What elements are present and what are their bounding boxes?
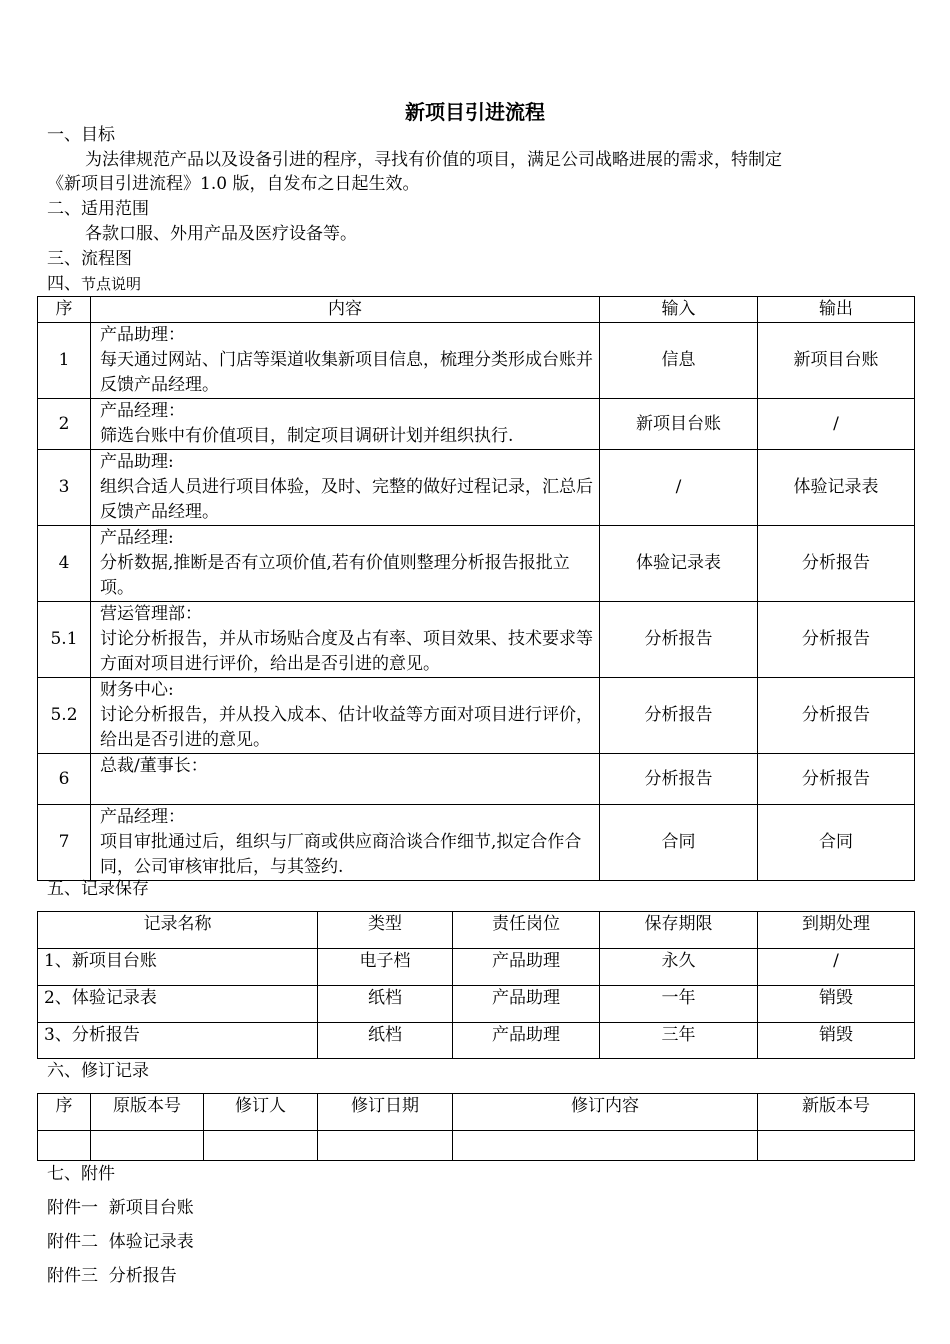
table-row — [38, 399, 915, 450]
node-content — [91, 678, 600, 754]
node-output: 分析报告 — [758, 678, 915, 754]
node-input: 新项目台账 — [600, 399, 758, 450]
record-owner: 产品助理 — [453, 986, 600, 1023]
attachment-item: 附件二 体验记录表 — [47, 1232, 194, 1252]
node-role: 产品经理： — [100, 807, 185, 827]
records-header-disposal: 到期处理 — [758, 912, 915, 949]
record-period: 一年 — [600, 986, 758, 1023]
attachment-item: 附件三 分析报告 — [47, 1266, 177, 1286]
node-output: 分析报告 — [758, 754, 915, 805]
revision-header-new-version: 新版本号 — [758, 1094, 915, 1131]
nodes-header-input: 输入 — [600, 297, 758, 323]
node-role: 产品助理: — [100, 452, 174, 472]
node-input: 分析报告 — [600, 678, 758, 754]
node-role: 产品经理: — [100, 528, 174, 548]
node-no: 7 — [38, 805, 91, 881]
nodes-header-output: 输出 — [758, 297, 915, 323]
node-desc: 筛选台账中有价值项目，制定项目调研计划并组织执行. — [100, 426, 514, 446]
revision-table — [37, 1093, 915, 1161]
table-row — [38, 450, 915, 526]
records-header-name: 记录名称 — [38, 912, 318, 949]
node-content — [91, 526, 600, 602]
section-scope-heading: 二、适用范围 — [47, 199, 149, 219]
node-no: 4 — [38, 526, 91, 602]
revision-cell — [91, 1131, 204, 1161]
document-title: 新项目引进流程 — [405, 100, 545, 124]
record-type: 电子档 — [318, 949, 453, 986]
revision-header-content: 修订内容 — [453, 1094, 758, 1131]
record-name: 2、体验记录表 — [38, 986, 318, 1023]
revision-header-row — [38, 1094, 915, 1131]
section-goal-body-line-2: 《新项目引进流程》1.0 版，自发布之日起生效。 — [47, 174, 420, 194]
node-output: 体验记录表 — [758, 450, 915, 526]
revision-header-old-version: 原版本号 — [91, 1094, 204, 1131]
nodes-header-content: 内容 — [91, 297, 600, 323]
section-flowchart-heading: 三、流程图 — [47, 249, 132, 269]
records-header-period: 保存期限 — [600, 912, 758, 949]
node-role: 财务中心: — [100, 680, 174, 700]
section-goal-heading: 一、目标 — [47, 125, 115, 145]
revision-header-reviser: 修订人 — [204, 1094, 318, 1131]
node-role: 产品助理： — [100, 325, 185, 345]
node-content — [91, 323, 600, 399]
node-no: 1 — [38, 323, 91, 399]
record-type: 纸档 — [318, 1023, 453, 1059]
table-row — [38, 754, 915, 805]
node-content — [91, 450, 600, 526]
node-desc: 组织合适人员进行项目体验，及时、完整的做好过程记录，汇总后反馈产品经理。 — [100, 477, 593, 522]
node-no: 5.2 — [38, 678, 91, 754]
node-input: 分析报告 — [600, 602, 758, 678]
records-header-type: 类型 — [318, 912, 453, 949]
record-disposal: 销毁 — [758, 1023, 915, 1059]
node-output: / — [758, 399, 915, 450]
node-output: 合同 — [758, 805, 915, 881]
revision-cell — [38, 1131, 91, 1161]
node-desc: 讨论分析报告，并从投入成本、估计收益等方面对项目进行评价，给出是否引进的意见。 — [100, 705, 593, 750]
section-nodes-label: 节点说明 — [81, 275, 142, 293]
node-output: 分析报告 — [758, 526, 915, 602]
node-output: 分析报告 — [758, 602, 915, 678]
node-content — [91, 754, 600, 805]
section-revision-heading: 六、修订记录 — [47, 1061, 149, 1081]
section-nodes-prefix: 四、 — [47, 274, 81, 294]
node-role: 产品经理： — [100, 401, 185, 421]
attachment-item: 附件一 新项目台账 — [47, 1198, 194, 1218]
revision-cell — [453, 1131, 758, 1161]
section-goal-body-line-1: 为法律规范产品以及设备引进的程序，寻找有价值的项目，满足公司战略进展的需求，特制定 — [85, 150, 782, 170]
node-no: 3 — [38, 450, 91, 526]
node-content — [91, 399, 600, 450]
section-scope-body: 各款口服、外用产品及医疗设备等。 — [85, 224, 357, 244]
node-no: 2 — [38, 399, 91, 450]
record-name: 1、新项目台账 — [38, 949, 318, 986]
node-role: 营运管理部： — [100, 604, 202, 624]
node-desc: 每天通过网站、门店等渠道收集新项目信息，梳理分类形成台账并反馈产品经理。 — [100, 350, 593, 395]
table-row — [38, 678, 915, 754]
record-period: 三年 — [600, 1023, 758, 1059]
records-table — [37, 911, 915, 1059]
node-no: 5.1 — [38, 602, 91, 678]
section-records-heading: 五、记录保存 — [47, 879, 149, 899]
record-disposal: 销毁 — [758, 986, 915, 1023]
node-output: 新项目台账 — [758, 323, 915, 399]
node-input: 合同 — [600, 805, 758, 881]
section-nodes-heading — [47, 272, 141, 296]
table-row — [38, 323, 915, 399]
section-attachments-heading: 七、附件 — [47, 1164, 115, 1184]
node-input: / — [600, 450, 758, 526]
revision-header-date: 修订日期 — [318, 1094, 453, 1131]
nodes-header-row — [38, 297, 915, 323]
node-role: 总裁/董事长： — [100, 756, 208, 776]
table-row — [38, 986, 915, 1023]
revision-header-no: 序 — [38, 1094, 91, 1131]
node-content — [91, 805, 600, 881]
revision-cell — [758, 1131, 915, 1161]
node-input: 分析报告 — [600, 754, 758, 805]
table-row — [38, 1023, 915, 1059]
record-name: 3、分析报告 — [38, 1023, 318, 1059]
node-content — [91, 602, 600, 678]
nodes-header-no: 序 — [38, 297, 91, 323]
record-owner: 产品助理 — [453, 949, 600, 986]
node-desc: 项目审批通过后，组织与厂商或供应商洽谈合作细节,拟定合作合同，公司审核审批后，与其签约. — [100, 832, 582, 877]
table-row — [38, 602, 915, 678]
table-row — [38, 949, 915, 986]
revision-cell — [204, 1131, 318, 1161]
records-header-owner: 责任岗位 — [453, 912, 600, 949]
record-disposal: / — [758, 949, 915, 986]
table-row — [38, 1131, 915, 1161]
node-input: 信息 — [600, 323, 758, 399]
node-desc: 讨论分析报告，并从市场贴合度及占有率、项目效果、技术要求等方面对项目进行评价，给出是否引进的意见。 — [100, 629, 593, 674]
records-header-row — [38, 912, 915, 949]
nodes-table — [37, 296, 915, 881]
revision-cell — [318, 1131, 453, 1161]
node-no: 6 — [38, 754, 91, 805]
table-row — [38, 526, 915, 602]
table-row — [38, 805, 915, 881]
record-owner: 产品助理 — [453, 1023, 600, 1059]
node-desc: 分析数据,推断是否有立项价值,若有价值则整理分析报告报批立项。 — [100, 553, 570, 598]
record-type: 纸档 — [318, 986, 453, 1023]
node-input: 体验记录表 — [600, 526, 758, 602]
record-period: 永久 — [600, 949, 758, 986]
